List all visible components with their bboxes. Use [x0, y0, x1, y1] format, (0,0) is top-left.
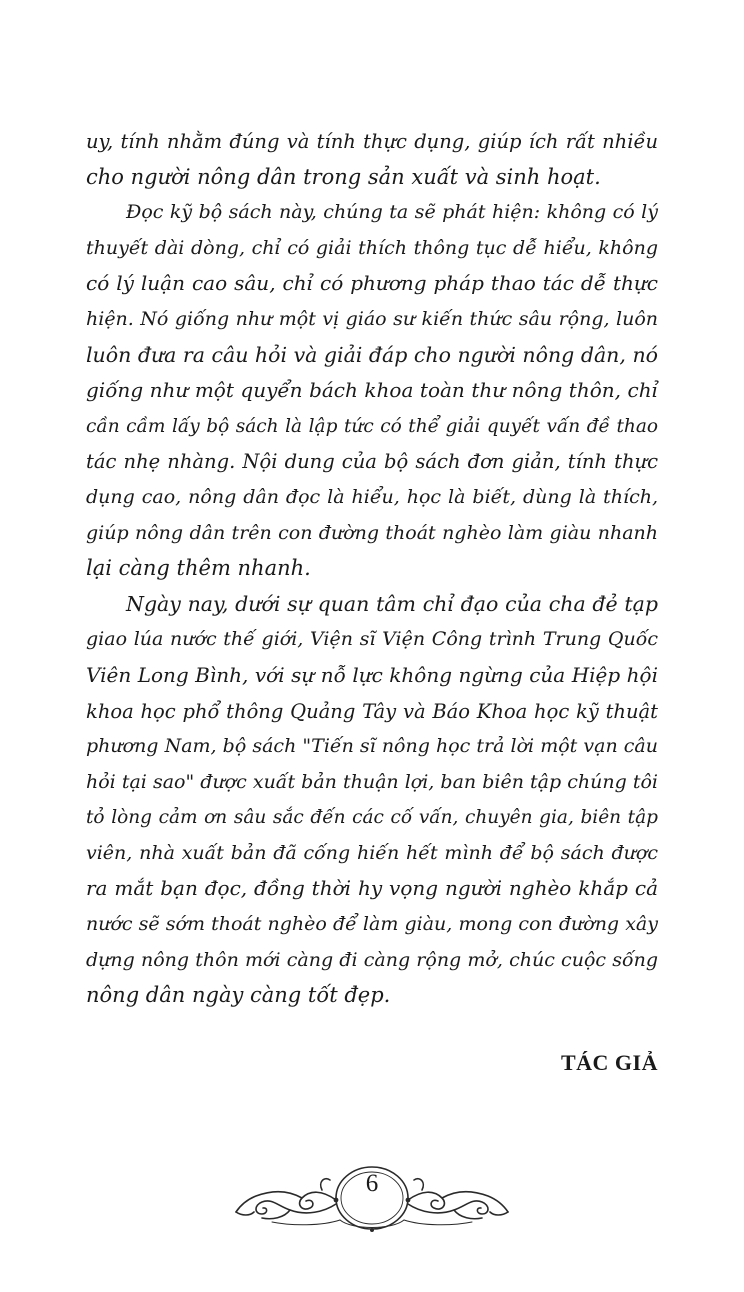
text-line: Viên Long Bình, với sự nỗ lực không ngừng của Hiệp hội — [86, 662, 658, 687]
text-line: dụng cao, nông dân đọc là hiểu, học là biết, dùng là thích, — [86, 485, 658, 508]
text-line: hiện. Nó giống như một vị giáo sư kiến thức sâu rộng, luôn — [86, 307, 658, 330]
text-line: lại càng thêm nhanh. — [86, 556, 311, 581]
author-signature: TÁC GIẢ — [560, 1050, 658, 1075]
text-line: giúp nông dân trên con đường thoát nghèo làm giàu nhanh — [86, 521, 658, 544]
text-line: luôn đưa ra câu hỏi và giải đáp cho người nông dân, nó — [86, 342, 658, 367]
text-line: uy, tính nhằm đúng và tính thực dụng, giúp ích rất nhiều — [86, 130, 658, 153]
text-line: thuyết dài dòng, chỉ có giải thích thông tục dễ hiểu, không — [86, 236, 658, 259]
text-line: có lý luận cao sâu, chỉ có phương pháp thao tác dễ thực — [86, 271, 658, 296]
text-line: giống như một quyển bách khoa toàn thư nông thôn, chỉ — [86, 378, 658, 403]
body-text — [86, 124, 658, 1014]
page-number: 6 — [365, 1170, 379, 1197]
text-line: viên, nhà xuất bản đã cống hiến hết mình để bộ sách được — [86, 841, 658, 864]
text-line: giao lúa nước thế giới, Viện sĩ Viện Công trình Trung Quốc — [86, 628, 658, 651]
text-line: nước sẽ sớm thoát nghèo để làm giàu, mong con đường xây — [86, 913, 658, 936]
text-line: cần cầm lấy bộ sách là lập tức có thể giải quyết vấn đề thao — [86, 415, 658, 437]
text-line: ra mắt bạn đọc, đồng thời hy vọng người nghèo khắp cả — [86, 876, 658, 901]
text-line: dựng nông thôn mới càng đi càng rộng mở, chúc cuộc sống — [86, 948, 658, 971]
text-line: tỏ lòng cảm ơn sâu sắc đến các cố vấn, chuyên gia, biên tập — [86, 807, 658, 829]
text-line: hỏi tại sao" được xuất bản thuận lợi, ban biên tập chúng tôi — [86, 770, 658, 793]
text-line: khoa học phổ thông Quảng Tây và Báo Khoa học kỹ thuật — [86, 699, 658, 723]
text-line: tác nhẹ nhàng. Nội dung của bộ sách đơn giản, tính thực — [86, 450, 658, 474]
text-line: Đọc kỹ bộ sách này, chúng ta sẽ phát hiện: không có lý — [126, 201, 658, 224]
text-line: Ngày nay, dưới sự quan tâm chỉ đạo của cha đẻ tạp — [126, 591, 658, 616]
text-line: nông dân ngày càng tốt đẹp. — [86, 983, 391, 1008]
text-line: cho người nông dân trong sản xuất và sinh hoạt. — [86, 164, 601, 189]
text-line: phương Nam, bộ sách "Tiến sĩ nông học trả lời một vạn câu — [86, 735, 658, 758]
